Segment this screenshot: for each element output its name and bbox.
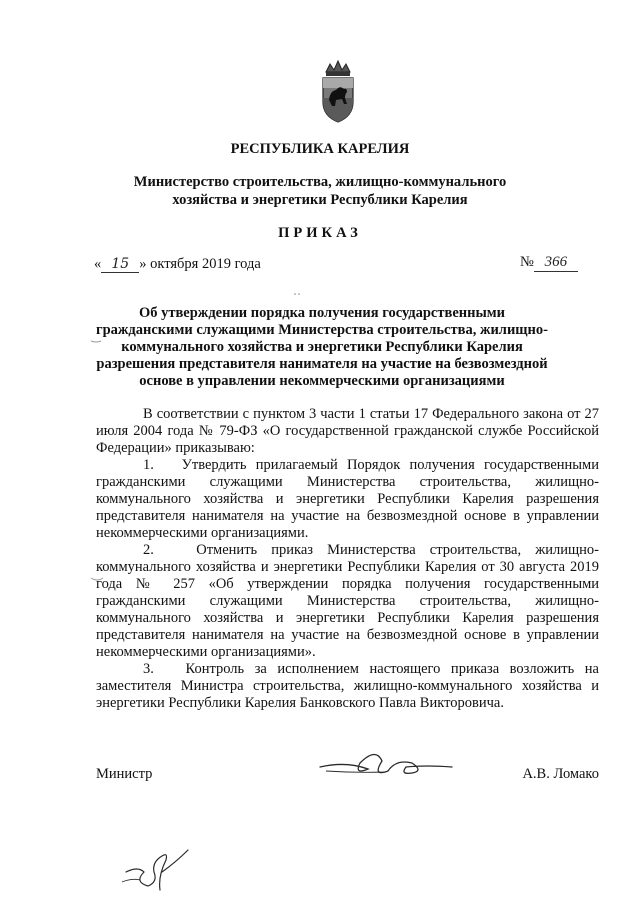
body-item-1: 1. Утвердить прилагаемый Порядок получения государственными гражданскими служащими Министерства строительства, жилищно-коммунального хозяйства и энергетики Республики Карелия разрешения представителя нанимателя на участие на безвозмездной основе в управлении некоммерческими организациями.: [96, 457, 599, 541]
ministry-name: Министерство строительства, жилищно-коммунального хозяйства и энергетики Республики Карелия: [133, 174, 507, 208]
republic-heading: РЕСПУБЛИКА КАРЕЛИЯ: [230, 141, 410, 157]
date-month-year: октября 2019 года: [150, 256, 261, 272]
order-subject: Об утверждении порядка получения государственными гражданскими служащими Министерства строительства, жилищно-коммунального хозяйства и энергетики Республики Карелия разрешения представителя нанимателя на участие на безвозмездной основе в управлении некоммерческими организациями: [96, 305, 548, 389]
order-date: [94, 256, 261, 273]
date-day: 15: [101, 256, 139, 273]
body-item-2: 2. Отменить приказ Министерства строительства, жилищно-коммунального хозяйства и энергетики Республики Карелия от 30 августа 2019 года № 257 «Об утверждении порядка получения государственными гражданскими служащими Министерства строительства, жилищно-коммунального хозяйства и энергетики Республики Карелия разрешения представителя нанимателя на участие на безвозмездной основе в управлении некоммерческими организациями».: [96, 542, 599, 660]
body-intro: В соответствии с пунктом 3 части 1 статьи 17 Федерального закона от 27 июля 2004 года № 79-ФЗ «О государственной гражданской службе Российской Федерации» приказываю:: [96, 406, 599, 456]
order-title: ПРИКАЗ: [278, 225, 362, 241]
stray-mark: [292, 292, 302, 296]
number-value: 366: [534, 254, 578, 272]
handwritten-initials-icon: [118, 842, 196, 894]
margin-mark: [90, 338, 102, 344]
date-open-quote: «: [94, 256, 102, 272]
body-item-3: 3. Контроль за исполнением настоящего приказа возложить на заместителя Министра строительства, жилищно-коммунального хозяйства и энергетики Республики Карелия Банковского Павла Викторовича.: [96, 661, 599, 711]
signatory-title: Министр: [96, 766, 153, 782]
coat-of-arms-icon: [318, 58, 358, 124]
signatory-name: А.В. Ломако: [522, 766, 599, 782]
order-number: [520, 254, 578, 272]
signature-block: [96, 763, 599, 803]
number-prefix: №: [520, 254, 534, 270]
date-close-quote: »: [139, 256, 147, 272]
handwritten-signature-icon: [316, 741, 456, 781]
order-body: [96, 406, 599, 712]
